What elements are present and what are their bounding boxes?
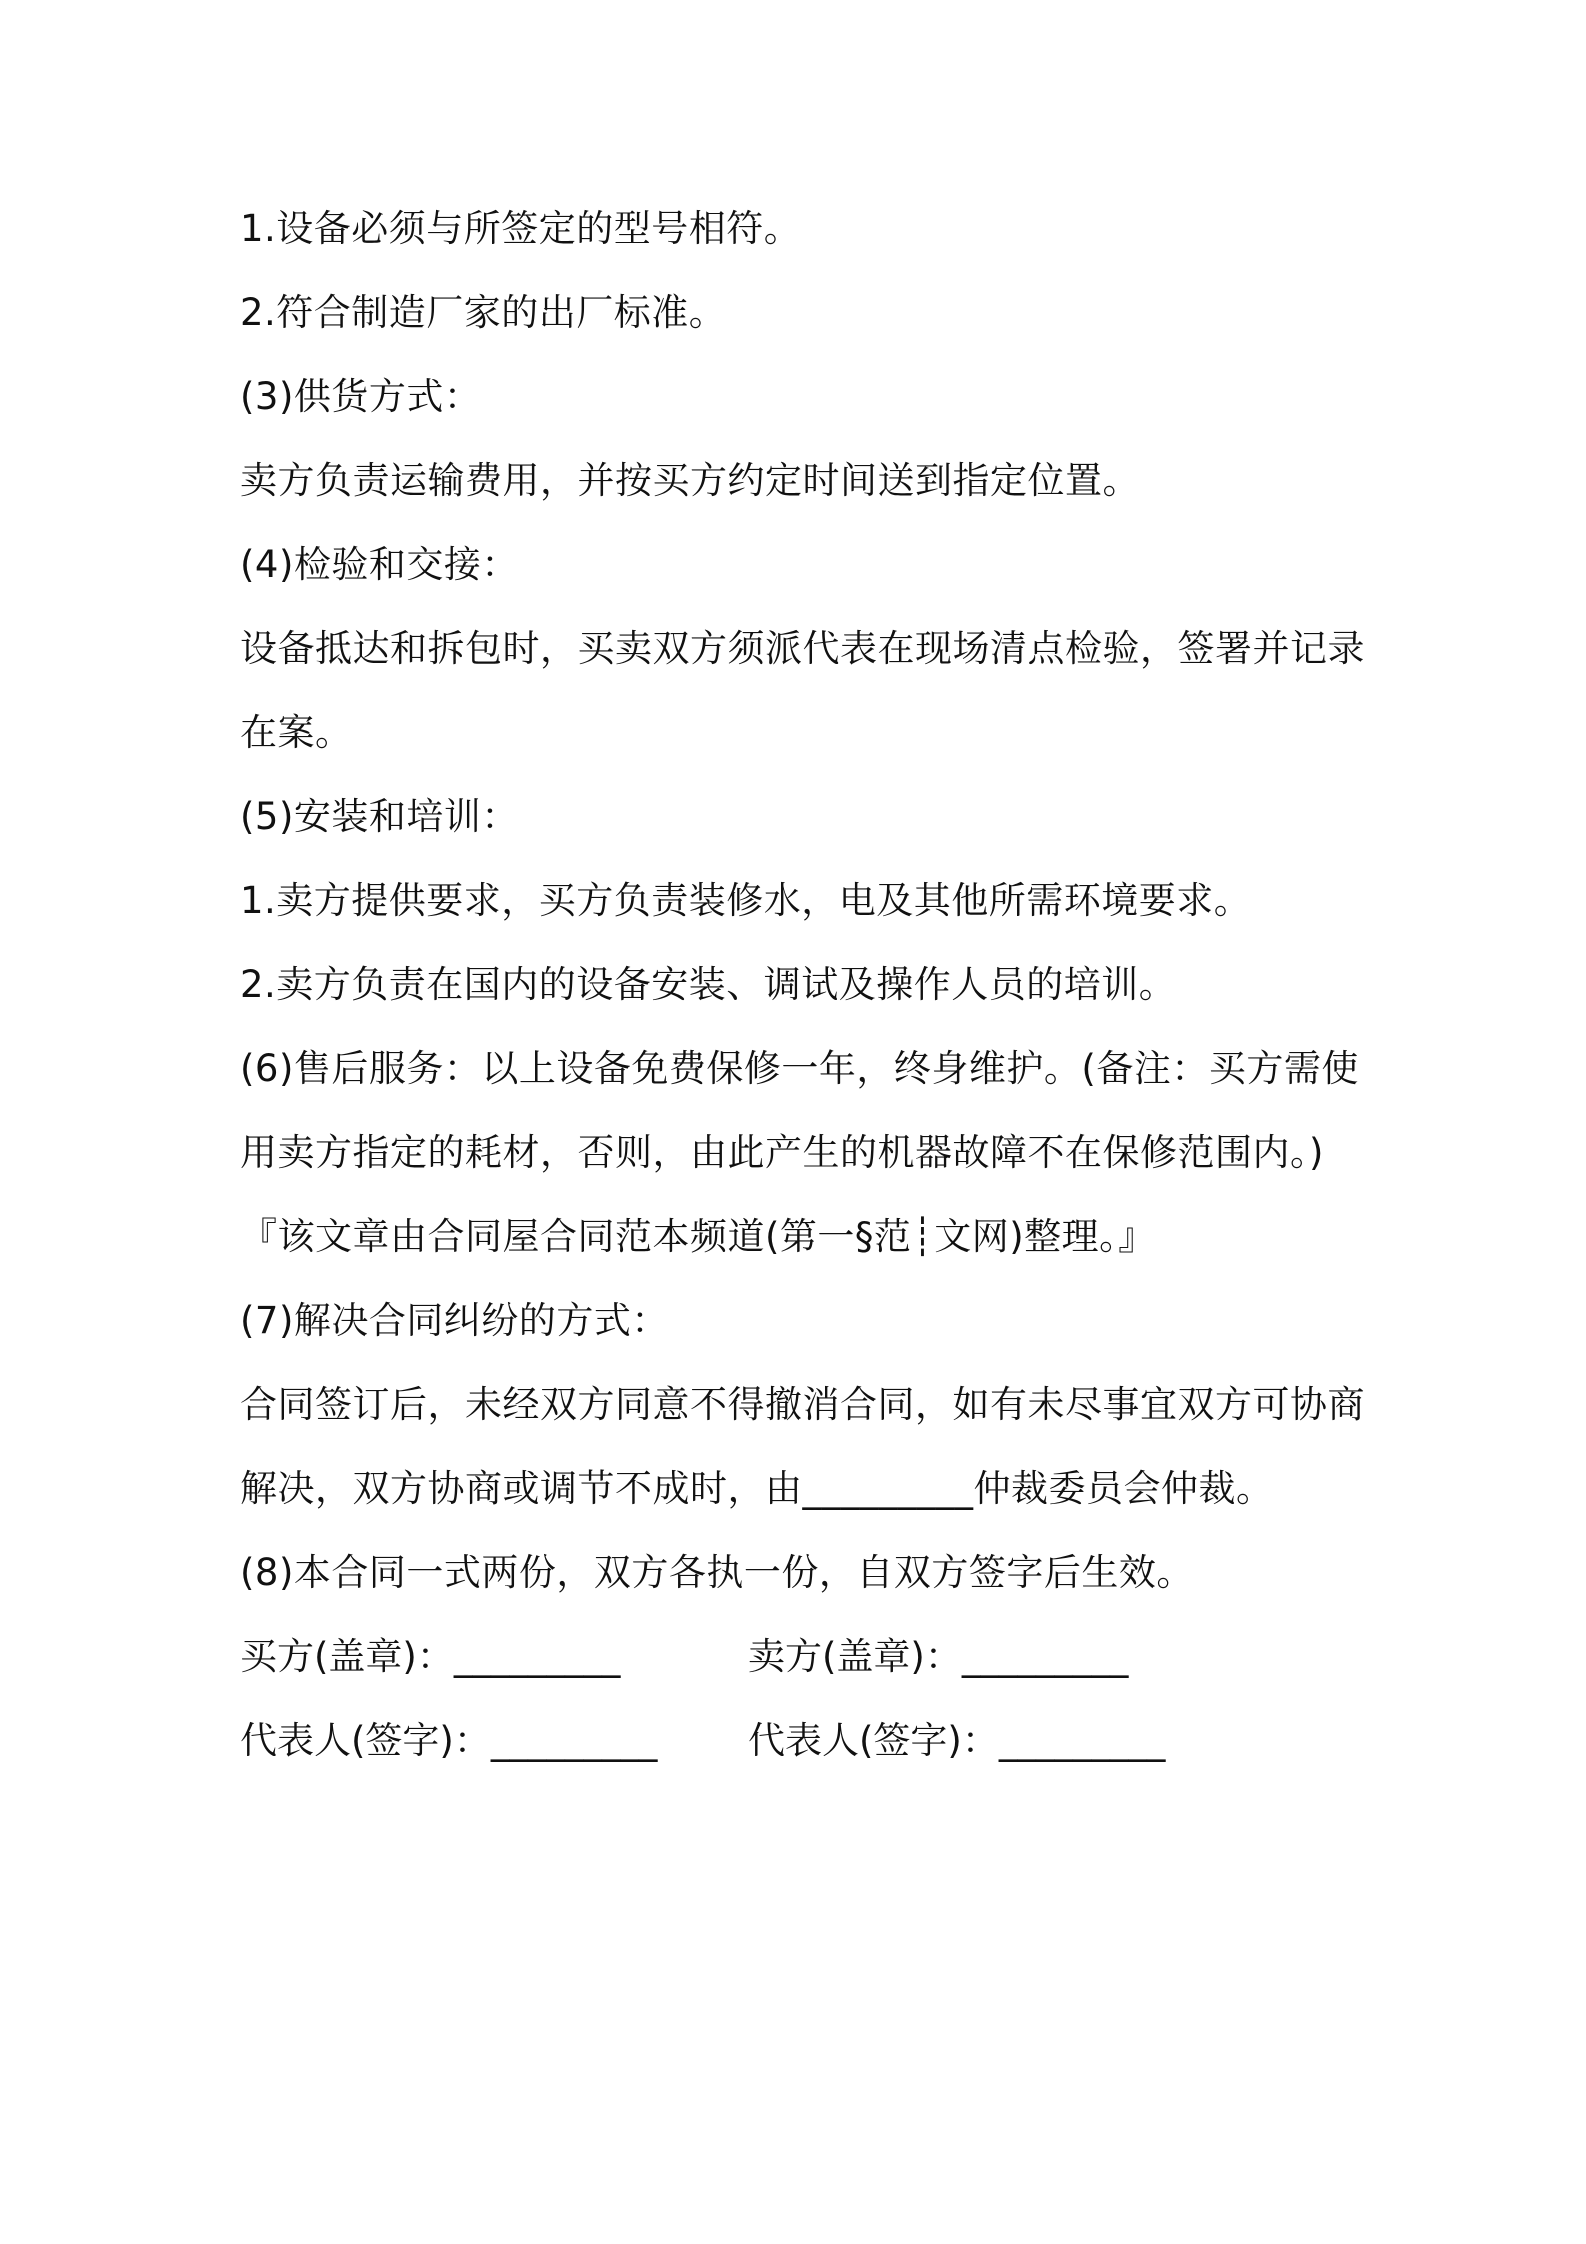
- clause-line: 1.卖方提供要求，买方负责装修水，电及其他所需环境要求。: [240, 879, 1252, 922]
- clause-line: 解决，双方协商或调节不成时，由_________仲裁委员会仲裁。: [240, 1467, 1274, 1510]
- source-note: 『该文章由合同屋合同范本频道(第一§范┊文网)整理。』: [240, 1215, 1156, 1258]
- seller-seal-field: 卖方(盖章)：_________: [748, 1635, 1129, 1678]
- seller-representative-field: 代表人(签字)：_________: [748, 1719, 1166, 1762]
- section-heading: (4)检验和交接：: [240, 543, 519, 586]
- clause-line: 在案。: [240, 711, 353, 754]
- buyer-representative-field: 代表人(签字)：_________: [240, 1719, 658, 1762]
- clause-line: 2.符合制造厂家的出厂标准。: [240, 291, 727, 334]
- section-heading: (7)解决合同纠纷的方式：: [240, 1299, 669, 1342]
- clause-line: 设备抵达和拆包时，买卖双方须派代表在现场清点检验，签署并记录: [240, 627, 1365, 670]
- section-heading: (5)安装和培训：: [240, 795, 519, 838]
- clause-line: 卖方负责运输费用，并按买方约定时间送到指定位置。: [240, 459, 1140, 502]
- section-heading: (3)供货方式：: [240, 375, 482, 418]
- clause-line: (8)本合同一式两份，双方各执一份，自双方签字后生效。: [240, 1551, 1194, 1594]
- clause-line: 用卖方指定的耗材，否则，由此产生的机器故障不在保修范围内。): [240, 1131, 1324, 1174]
- clause-line: 2.卖方负责在国内的设备安装、调试及操作人员的培训。: [240, 963, 1177, 1006]
- clause-line: 合同签订后，未经双方同意不得撤消合同，如有未尽事宜双方可协商: [240, 1383, 1365, 1426]
- clause-line: 1.设备必须与所签定的型号相符。: [240, 207, 802, 250]
- clause-line: (6)售后服务：以上设备免费保修一年，终身维护。(备注：买方需使: [240, 1047, 1359, 1090]
- buyer-seal-field: 买方(盖章)：_________: [240, 1635, 621, 1678]
